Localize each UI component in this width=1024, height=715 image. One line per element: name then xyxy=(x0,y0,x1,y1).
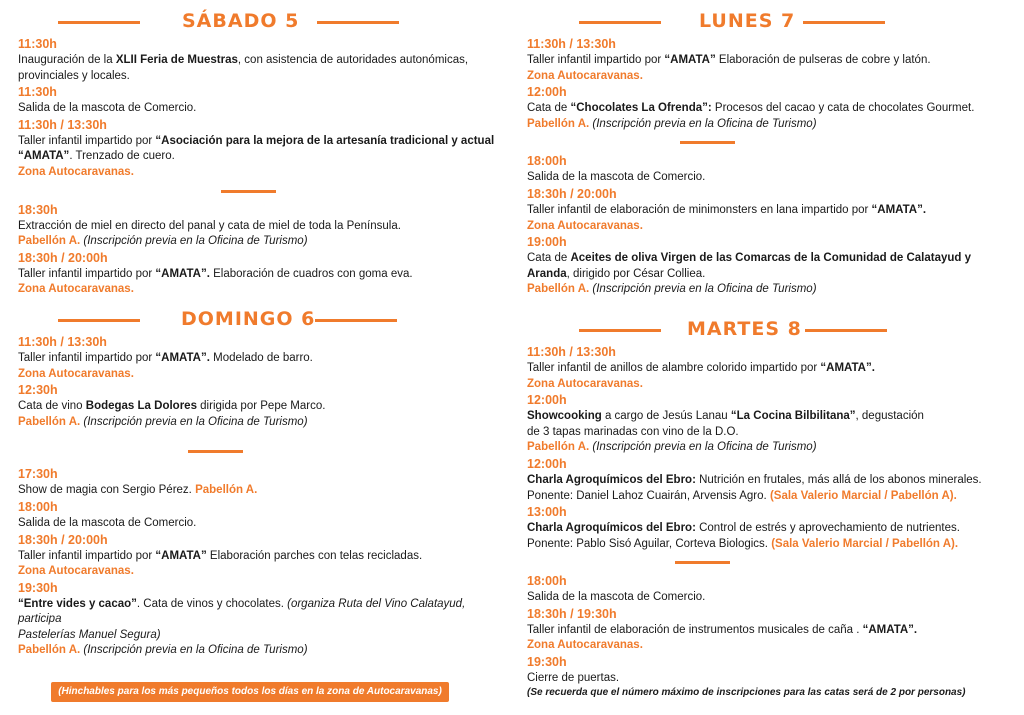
location-name: Zona Autocaravanas. xyxy=(527,69,643,82)
description-text: Salida de la mascota de Comercio. xyxy=(527,591,706,604)
event-time: 12:00h xyxy=(527,85,567,100)
description-text: , dirigido por César Colliea. xyxy=(566,267,706,280)
section-header-domingo xyxy=(18,302,498,334)
event-location xyxy=(527,219,1007,235)
event-time: 18:00h xyxy=(527,574,567,589)
event-description xyxy=(527,170,1007,186)
description-text: Pastelerías Manuel Segura) xyxy=(18,628,161,641)
description-text: “AMATA”. xyxy=(820,361,875,374)
description-text: “AMATA”. xyxy=(871,203,927,216)
event-time: 13:00h xyxy=(527,505,567,520)
event-location xyxy=(527,638,1007,654)
description-text: Taller infantil de anillos de alambre colorido impartido por xyxy=(527,361,821,374)
day-title: DOMINGO 6 xyxy=(181,307,316,330)
description-text: (Sala Valerio Marcial / Pabellón A). xyxy=(771,537,959,550)
event-description xyxy=(527,101,1007,117)
description-text: Ponente: Pablo Sisó Aguilar, Corteva Biologics. xyxy=(527,537,772,550)
location-name: Pabellón A. xyxy=(18,235,81,248)
event-time: 11:30h xyxy=(18,37,57,51)
description-text: Elaboración de pulseras de cobre y latón. xyxy=(715,54,931,66)
event-description xyxy=(527,53,1007,69)
footer-registration-note: (Se recuerda que el número máximo de inscripciones para las catas será de 2 por personas) xyxy=(527,687,966,698)
event-item xyxy=(18,580,498,659)
registration-note: (Inscripción previa en la Oficina de Turismo) xyxy=(80,235,308,248)
separator-dash xyxy=(527,132,1007,153)
event-time: 19:00h xyxy=(527,235,567,250)
event-description xyxy=(527,671,1007,687)
event-description xyxy=(18,549,498,565)
registration-note: (Inscripción previa en la Oficina de Turismo) xyxy=(589,441,817,454)
registration-note: (Inscripción previa en la Oficina de Turismo) xyxy=(589,283,817,296)
event-time: 18:00h xyxy=(527,154,567,169)
description-text: . Cata de vinos y chocolates. xyxy=(136,597,288,610)
event-item xyxy=(527,234,1007,298)
header-dash-left xyxy=(58,21,140,24)
location-name: Zona Autocaravanas. xyxy=(527,219,643,232)
registration-note: (Inscripción previa en la Oficina de Turismo) xyxy=(80,415,308,428)
event-location xyxy=(18,165,498,181)
description-text: Modelado de barro. xyxy=(209,351,313,364)
header-dash-right xyxy=(315,319,397,322)
description-text: dirigida por Pepe Marco. xyxy=(196,400,326,413)
header-dash-right xyxy=(803,21,885,24)
description-text: “AMATA” xyxy=(155,549,207,562)
description-text: Taller infantil impartido por xyxy=(527,54,665,66)
location-name: Zona Autocaravanas. xyxy=(18,565,134,578)
events-sabado-afternoon xyxy=(18,202,498,298)
description-text: “Entre vides y cacao” xyxy=(18,597,137,610)
event-location xyxy=(527,377,1007,393)
event-description xyxy=(18,134,498,165)
description-text: “Asociación para la mejora de la artesanía tradicional y actual xyxy=(155,134,495,147)
description-text: Taller infantil impartido por xyxy=(18,267,156,280)
description-text: Aceites de oliva Virgen de las Comarcas de la Comunidad de Calatayud y xyxy=(570,252,971,265)
location-name: Zona Autocaravanas. xyxy=(18,165,134,178)
event-item xyxy=(18,202,498,250)
location-name: Pabellón A. xyxy=(527,117,590,130)
description-text: provinciales y locales. xyxy=(18,69,130,82)
location-name: Pabellón A. xyxy=(18,644,81,657)
location-name: Zona Autocaravanas. xyxy=(18,283,134,296)
event-location xyxy=(18,643,498,659)
event-location xyxy=(18,564,498,580)
event-item xyxy=(18,250,498,298)
event-item xyxy=(527,344,1007,392)
event-description xyxy=(18,516,498,532)
event-location xyxy=(527,69,1007,85)
description-text: Charla Agroquímicos del Ebro: xyxy=(527,522,696,535)
day-title: LUNES 7 xyxy=(699,10,796,32)
description-text: Taller infantil impartido por xyxy=(18,134,156,147)
header-dash-left xyxy=(579,21,661,24)
events-domingo-afternoon xyxy=(18,466,498,659)
event-location xyxy=(527,440,1007,456)
description-text: , con asistencia de autoridades autonómicas, xyxy=(237,54,469,66)
description-text: Salida de la mascota de Comercio. xyxy=(18,102,197,115)
location-name: Zona Autocaravanas. xyxy=(527,377,643,390)
description-text: Cata de xyxy=(527,102,571,115)
section-header-martes xyxy=(527,312,1007,344)
event-location xyxy=(18,234,498,250)
event-item xyxy=(527,456,1007,504)
event-description xyxy=(18,597,498,644)
description-text: Cata de xyxy=(527,252,571,265)
left-column xyxy=(18,0,498,659)
event-location xyxy=(18,367,498,383)
event-description xyxy=(527,203,1007,219)
event-time: 11:30h / 13:30h xyxy=(527,37,616,51)
event-item xyxy=(527,573,1007,606)
description-text: “AMATA” xyxy=(18,150,70,163)
description-text: Charla Agroquímicos del Ebro: xyxy=(527,473,696,486)
description-text: “AMATA”. xyxy=(155,267,210,280)
description-text: Salida de la mascota de Comercio. xyxy=(527,171,706,184)
description-text: Taller infantil impartido por xyxy=(18,549,156,562)
description-text: “AMATA” xyxy=(664,54,716,66)
event-item xyxy=(18,36,498,84)
event-description xyxy=(18,267,498,283)
separator-dash xyxy=(18,181,498,202)
description-text: Elaboración parches con telas recicladas. xyxy=(206,549,423,562)
header-dash-right xyxy=(805,329,887,332)
description-text: (Sala Valerio Marcial / Pabellón A). xyxy=(769,489,957,502)
description-text: Procesos del cacao y cata de chocolates Gourmet. xyxy=(711,102,975,115)
header-dash-left xyxy=(579,329,661,332)
description-text: “La Cocina Bilbilitana” xyxy=(730,410,856,423)
events-martes-afternoon xyxy=(527,573,1007,686)
description-text: “Chocolates La Ofrenda”: xyxy=(570,102,712,115)
event-time: 18:30h / 20:00h xyxy=(527,186,617,201)
event-time: 17:30h xyxy=(18,467,58,482)
event-description xyxy=(18,101,498,117)
footer-inflatables-note: (Hinchables para los más pequeños todos los días en la zona de Autocaravanas) xyxy=(51,682,449,702)
event-item xyxy=(18,382,498,430)
event-location xyxy=(527,117,1007,133)
event-item xyxy=(527,84,1007,132)
location-name: Pabellón A. xyxy=(527,441,590,454)
event-item xyxy=(527,654,1007,687)
section-header-lunes xyxy=(527,4,1007,36)
description-text: Show de magia con Sergio Pérez. xyxy=(18,484,196,497)
description-text: Showcooking xyxy=(527,410,602,423)
description-text: de 3 tapas marinadas con vino de la D.O. xyxy=(527,425,739,438)
description-text: Pabellón A. xyxy=(195,484,258,497)
event-time: 18:30h / 20:00h xyxy=(18,532,108,547)
location-name: Pabellón A. xyxy=(18,415,81,428)
event-location xyxy=(18,282,498,298)
event-time: 19:30h xyxy=(18,580,58,595)
description-text: Taller infantil impartido por xyxy=(18,351,156,364)
description-text: Extracción de miel en directo del panal y cata de miel de toda la Península. xyxy=(18,219,401,232)
description-text: (organiza Ruta del Vino Calatayud, participa xyxy=(18,597,466,626)
event-time: 11:30h / 13:30h xyxy=(18,117,107,132)
event-description xyxy=(527,361,1007,377)
separator-dash xyxy=(18,430,498,466)
event-item xyxy=(527,606,1007,654)
event-description xyxy=(527,590,1007,606)
event-item xyxy=(18,334,498,382)
description-text: . Trenzado de cuero. xyxy=(69,150,175,163)
event-description xyxy=(18,399,498,415)
event-description xyxy=(527,521,1007,552)
description-text: Nutrición en frutales, más allá de los abonos minerales. xyxy=(695,473,982,486)
events-domingo-morning xyxy=(18,334,498,430)
event-time: 12:30h xyxy=(18,383,58,398)
events-martes-morning xyxy=(527,344,1007,552)
event-item xyxy=(18,499,498,532)
event-time: 11:30h / 13:30h xyxy=(527,344,616,359)
event-item xyxy=(18,532,498,580)
description-text: “AMATA”. xyxy=(862,623,918,636)
right-column xyxy=(527,0,1007,687)
description-text: Inauguración de la xyxy=(18,54,116,66)
header-dash-right xyxy=(317,21,399,24)
event-time: 12:00h xyxy=(527,393,567,408)
event-time: 11:30h xyxy=(18,85,57,100)
description-text: Bodegas La Dolores xyxy=(85,400,197,413)
event-item xyxy=(18,466,498,499)
registration-note: (Inscripción previa en la Oficina de Turismo) xyxy=(589,117,817,130)
location-name: Zona Autocaravanas. xyxy=(527,639,643,652)
event-description xyxy=(527,473,1007,504)
description-text: Salida de la mascota de Comercio. xyxy=(18,516,197,529)
description-text: Cata de vino xyxy=(18,400,86,413)
event-item xyxy=(527,36,1007,84)
day-title: SÁBADO 5 xyxy=(182,10,300,32)
event-description xyxy=(527,251,1007,282)
event-time: 11:30h / 13:30h xyxy=(18,334,107,349)
event-time: 18:00h xyxy=(18,499,58,514)
event-description xyxy=(527,409,1007,440)
event-description xyxy=(18,219,498,235)
event-item xyxy=(18,84,498,117)
location-name: Pabellón A. xyxy=(527,283,590,296)
event-time: 12:00h xyxy=(527,456,567,471)
event-location xyxy=(527,282,1007,298)
events-sabado-morning xyxy=(18,36,498,181)
description-text: Cierre de puertas. xyxy=(527,672,620,685)
event-description xyxy=(18,483,498,499)
event-item xyxy=(527,186,1007,234)
event-time: 18:30h / 20:00h xyxy=(18,250,108,265)
event-description xyxy=(527,623,1007,639)
event-description xyxy=(18,53,498,84)
events-lunes-morning xyxy=(527,36,1007,132)
description-text: XLII Feria de Muestras xyxy=(115,54,238,66)
description-text: a cargo de Jesús Lanau xyxy=(601,410,731,423)
event-item xyxy=(527,504,1007,552)
event-item xyxy=(527,153,1007,186)
description-text: Ponente: Daniel Lahoz Cuairán, Arvensis Agro. xyxy=(527,489,770,502)
registration-note: (Inscripción previa en la Oficina de Turismo) xyxy=(80,644,308,657)
description-text: Control de estrés y aprovechamiento de nutrientes. xyxy=(695,522,960,535)
description-text: Taller infantil de elaboración de minimonsters en lana impartido por xyxy=(527,203,872,216)
event-time: 19:30h xyxy=(527,655,567,670)
event-time: 18:30h xyxy=(18,202,58,217)
description-text: Elaboración de cuadros con goma eva. xyxy=(209,267,413,280)
separator-dash xyxy=(527,552,1007,573)
location-name: Zona Autocaravanas. xyxy=(18,367,134,380)
event-time: 18:30h / 19:30h xyxy=(527,606,617,621)
description-text: Taller infantil de elaboración de instrumentos musicales de caña . xyxy=(527,623,863,636)
events-lunes-afternoon xyxy=(527,153,1007,298)
event-item xyxy=(527,392,1007,456)
event-location xyxy=(18,415,498,431)
event-item xyxy=(18,117,498,181)
description-text: “AMATA”. xyxy=(155,351,210,364)
description-text: Aranda xyxy=(527,267,567,280)
header-dash-left xyxy=(58,319,140,322)
section-header-sabado xyxy=(18,4,498,36)
event-description xyxy=(18,351,498,367)
description-text: , degustación xyxy=(855,410,924,423)
day-title: MARTES 8 xyxy=(687,317,802,340)
